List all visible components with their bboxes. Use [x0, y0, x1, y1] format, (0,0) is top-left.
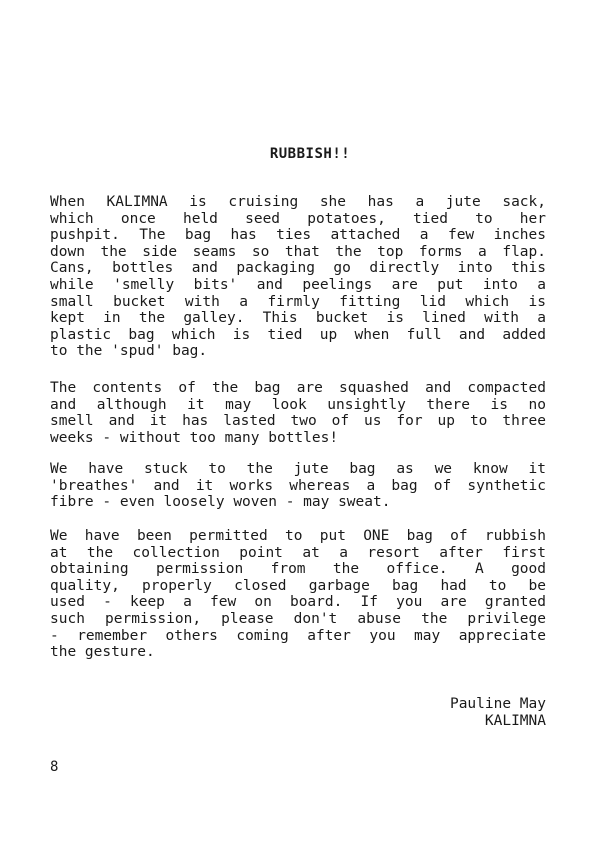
- text-line: and although it may look unsightly there is no: [50, 396, 546, 413]
- page-title: RUBBISH!!: [269, 146, 351, 162]
- paragraph-jute-sack: [50, 194, 546, 360]
- text-line: weeks - without too many bottles!: [50, 429, 339, 446]
- text-line: which once held seed potatoes, tied to her: [50, 210, 546, 227]
- text-line: while 'smelly bits' and peelings are put into a: [50, 276, 546, 293]
- text-line: the gesture.: [50, 644, 155, 661]
- text-line: to the 'spud' bag.: [50, 343, 208, 360]
- text-line: fibre - even loosely woven - may sweat.: [50, 494, 391, 511]
- text-line: quality, properly closed garbage bag had to be: [50, 577, 546, 594]
- text-line: 'breathes' and it works whereas a bag of synthetic: [50, 477, 546, 494]
- text-line: - remember others coming after you may appreciate: [50, 627, 546, 644]
- signature-block: [450, 696, 546, 730]
- page-number: 8: [50, 759, 59, 775]
- text-line: kept in the galley. This bucket is lined with a: [50, 310, 546, 327]
- author-name: Pauline May: [449, 696, 546, 712]
- text-line: We have been permitted to put ONE bag of rubbish: [50, 528, 546, 544]
- paragraph-breathes: [50, 461, 546, 511]
- text-line: The contents of the bag are squashed and compacted: [50, 380, 546, 396]
- text-line: small bucket with a firmly fitting lid which is: [50, 293, 546, 310]
- text-line: When KALIMNA is cruising she has a jute sack,: [50, 194, 546, 210]
- text-line: smell and it has lasted two of us for up to three: [50, 413, 546, 430]
- text-line: obtaining permission from the office. A good: [50, 561, 546, 578]
- text-line: at the collection point at a resort after first: [50, 544, 546, 561]
- text-line: plastic bag which is tied up when full and added: [50, 326, 546, 343]
- text-line: used - keep a few on board. If you are granted: [50, 594, 546, 611]
- paragraph-permission: [50, 528, 546, 661]
- text-line: down the side seams so that the top forms a flap.: [50, 243, 546, 260]
- text-line: such permission, please don't abuse the privilege: [50, 610, 546, 627]
- text-line: pushpit. The bag has ties attached a few inches: [50, 227, 546, 244]
- text-line: We have stuck to the jute bag as we know it: [50, 461, 546, 477]
- paragraph-contents: [50, 380, 546, 446]
- text-line: Cans, bottles and packaging go directly into this: [50, 260, 546, 277]
- boat-name: KALIMNA: [484, 713, 546, 729]
